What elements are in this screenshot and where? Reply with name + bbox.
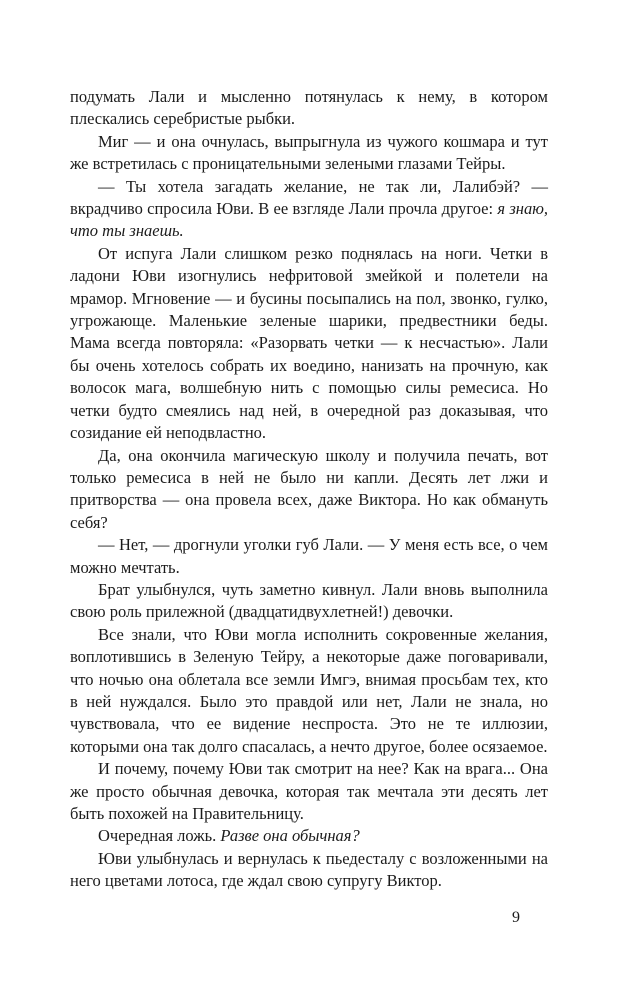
text-run: подумать Лали и мысленно потянулась к нему, в котором плескались серебристые рыбки. — [70, 87, 548, 129]
text-run: Очередная ложь. — [98, 826, 221, 846]
text-run: От испуга Лали слишком резко поднялась на ноги. Четки в ладони Юви изогнулись нефритовой змейкой и полетели на мрамор. Мгновение — и бусины посыпались на пол, звонко, гулко, угрожающе. Маленькие зеленые шарики, предвестники беды. Мама всегда повторяла: «Разорвать четки — к несчастью». Лали бы очень хотелось собрать их воедино, нанизать на прочную, как волосок мага, волшебную нить с помощью силы ремесиса. Но четки будто смеялись над ней, в очередной раз доказывая, что созидание ей неподвластно. — [70, 243, 548, 443]
paragraph — [70, 758, 548, 825]
text-run: Юви улыбнулась и вернулась к пьедесталу с возложенными на него цветами лотоса, где ждал свою супругу Виктор. — [70, 848, 548, 891]
page-number: 9 — [512, 909, 520, 926]
text-run: Миг — и она очнулась, выпрыгнула из чужого кошмара и тут же встретилась с проницательными зелеными глазами Тейры. — [70, 131, 548, 174]
page-text — [70, 86, 548, 893]
paragraph — [70, 579, 548, 624]
text-run: — Нет, — дрогнули уголки губ Лали. — У меня есть все, о чем можно мечтать. — [70, 535, 548, 577]
paragraph — [70, 86, 548, 131]
paragraph — [70, 445, 548, 535]
paragraph — [70, 825, 548, 847]
paragraph — [70, 176, 548, 243]
text-run: — Ты хотела загадать желание, не так ли, Лалибэй? — вкрадчиво спросила Юви. В ее взгляде Лали прочла другое: — [70, 176, 548, 219]
text-run: Брат улыбнулся, чуть заметно кивнул. Лали вновь выполнила свою роль прилежной (двадцатидвухлетней!) девочки. — [70, 579, 548, 622]
paragraph — [70, 848, 548, 893]
text-run: Да, она окончила магическую школу и получила печать, вот только ремесиса в ней не было ни капли. Десять лет лжи и притворства — она провела всех, даже Виктора. Но как обмануть себя? — [70, 445, 548, 532]
text-run: И почему, почему Юви так смотрит на нее? Как на врага... Она же просто обычная девочка, которая так мечтала эти десять лет быть похожей на Правительницу. — [70, 759, 548, 823]
page-footer — [70, 908, 548, 928]
italic-text-run: Разве она обычная? — [220, 826, 360, 846]
paragraph — [70, 243, 548, 445]
paragraph — [70, 534, 548, 579]
paragraph — [70, 624, 548, 758]
text-run: Все знали, что Юви могла исполнить сокровенные желания, воплотившись в Зеленую Тейру, а некоторые даже поговаривали, что ночью она облетала все земли Имгэ, внимая просьбам тех, кто в ней нуждался. Было это правдой или нет, Лали не знала, но чувствовала, что ее видение неспроста. Это не те иллюзии, которыми она так долго спасалась, а нечто другое, более осязаемое. — [70, 624, 548, 756]
italic-text-run: я знаю, что ты знаешь. — [70, 199, 548, 241]
paragraph — [70, 131, 548, 176]
